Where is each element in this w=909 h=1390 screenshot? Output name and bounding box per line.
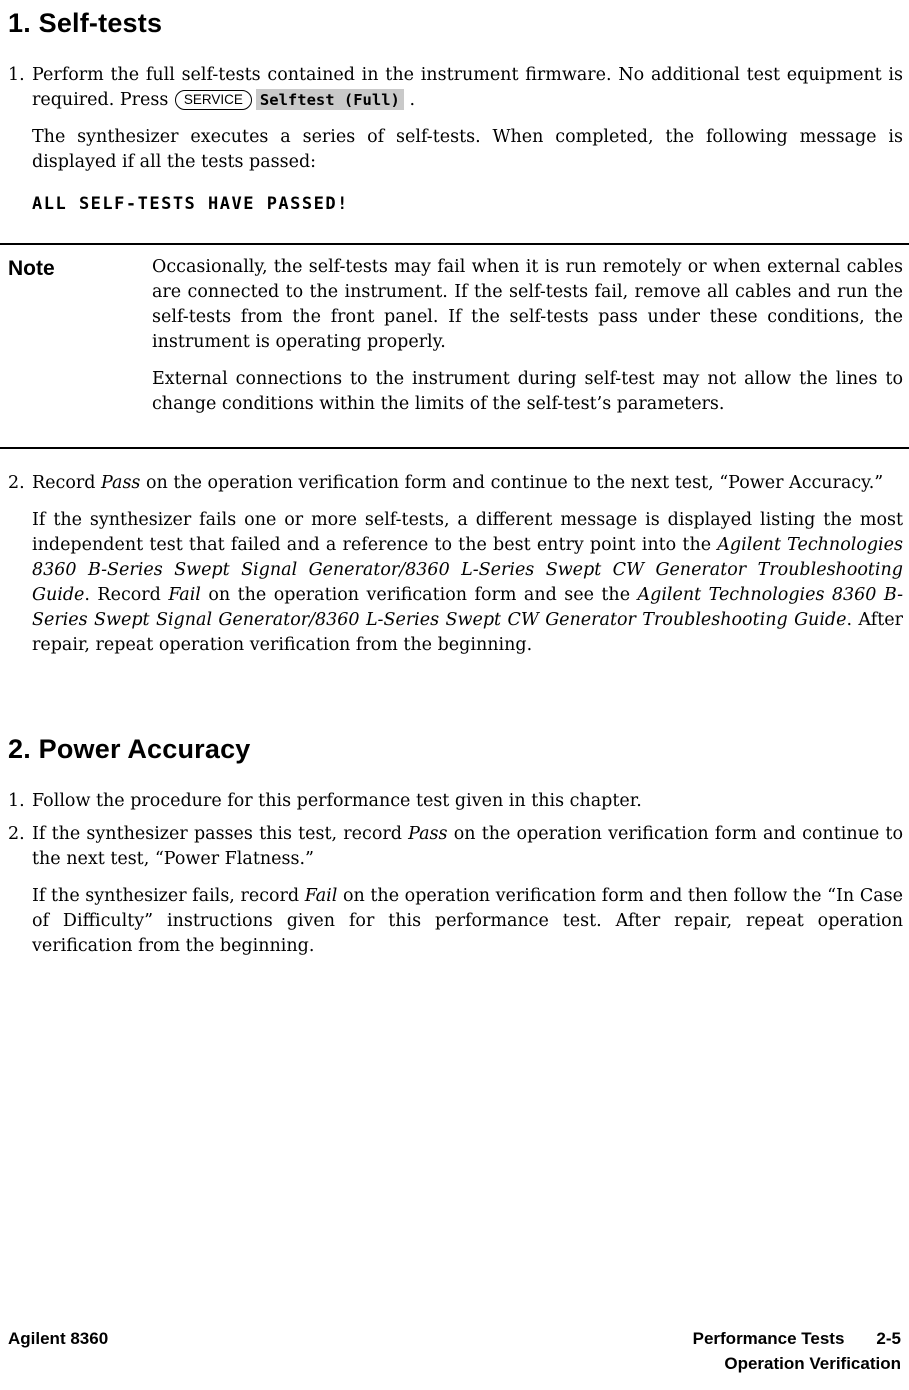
step-number: 1.: [8, 65, 25, 85]
section2-step-1: [8, 789, 903, 814]
lcd-message: ALL SELF-TESTS HAVE PASSED!: [32, 194, 349, 214]
note-paragraph-1: Occasionally, the self-tests may fail when it is run remotely or when external cables are connected to the instrument. If the self-tests fail, remove all cables and run the self-tests from the front panel. If the self-tests pass under these conditions, the instrument is operating properly.: [152, 257, 903, 352]
footer-product-name: Agilent 8360: [8, 1329, 109, 1348]
service-key: SERVICE: [175, 90, 252, 110]
pass-italic: Pass: [408, 824, 448, 844]
footer-chapter-line: [693, 1326, 901, 1351]
footer-page-number: 2-5: [876, 1329, 901, 1348]
step-number: 2.: [8, 824, 25, 844]
text-segment: If the synthesizer passes this test, record: [32, 824, 409, 844]
section-2-heading: 2. Power Accuracy: [8, 734, 251, 764]
note-paragraph-2: External connections to the instrument during self-test may not allow the lines to change conditions within the limits of the self-test’s parameters.: [152, 369, 903, 414]
step-body: [32, 822, 903, 959]
step-body: [32, 471, 903, 658]
section2-step1-paragraph: Follow the procedure for this performance test given in this chapter.: [32, 791, 642, 811]
text-segment: If the synthesizer fails, record: [32, 886, 305, 906]
pass-italic: Pass: [101, 473, 141, 493]
note-block: [0, 243, 909, 449]
section-1-heading: 1. Self-tests: [8, 8, 163, 38]
section1-step-2: [8, 471, 903, 658]
footer-section-subtitle: Operation Verification: [724, 1354, 901, 1373]
text-segment: . Record: [84, 585, 169, 605]
guide-title-italic: Agilent Technologies 8360 B-Series Swept Signal Generator/8360 L-Series Swept CW Generator Troubleshooting Guide: [32, 535, 903, 605]
selftest-full-softkey: Selftest (Full): [256, 89, 404, 110]
footer-chapter-title: Performance Tests: [692, 1329, 845, 1348]
step-number: 1.: [8, 791, 25, 811]
step-body: [32, 63, 903, 215]
step1-paragraph-2: The synthesizer executes a series of self-tests. When completed, the following message is displayed if all the tests passed:: [32, 127, 903, 172]
text-segment: on the operation verification form and then follow the “In Case of Difficulty” instructions given for this performance test. After repair, repeat operation verification from the beginning.: [32, 886, 903, 956]
text-segment: on the operation verification form and continue to the next test, “Power Flatness.”: [32, 824, 903, 869]
fail-italic: Fail: [304, 886, 338, 906]
section1-step-1: [8, 63, 903, 215]
section2-step-2: [8, 822, 903, 959]
step2-paragraph-1: [32, 471, 903, 496]
step2-paragraph-2: [32, 508, 903, 658]
text-segment: Perform the full self-tests contained in the instrument firmware. No additional test equipment is required. Press: [32, 65, 903, 110]
footer-right-block: [693, 1326, 901, 1376]
page-footer: [8, 1326, 901, 1376]
step-body: [32, 789, 903, 814]
text-segment: .: [403, 90, 416, 110]
text-segment: on the operation verification form and see the: [200, 585, 638, 605]
step-number: 2.: [8, 473, 25, 493]
section2-step2-paragraph-1: [32, 822, 903, 872]
note-body: [152, 255, 903, 417]
guide-title-italic: Agilent Technologies 8360 B-Series Swept Signal Generator/8360 L-Series Swept CW Generator Troubleshooting Guide: [32, 585, 903, 630]
text-segment: Record: [32, 473, 102, 493]
text-segment: . After repair, repeat operation verification from the beginning.: [32, 610, 903, 655]
fail-italic: Fail: [168, 585, 201, 605]
section2-step2-paragraph-2: [32, 884, 903, 959]
text-segment: If the synthesizer fails one or more self-tests, a different message is displayed listing the most independent test that failed and a reference to the best entry point into the: [32, 510, 903, 555]
text-segment: on the operation verification form and continue to the next test, “Power Accuracy.”: [140, 473, 884, 493]
step1-paragraph-1: [32, 63, 903, 113]
note-label: Note: [8, 257, 55, 280]
